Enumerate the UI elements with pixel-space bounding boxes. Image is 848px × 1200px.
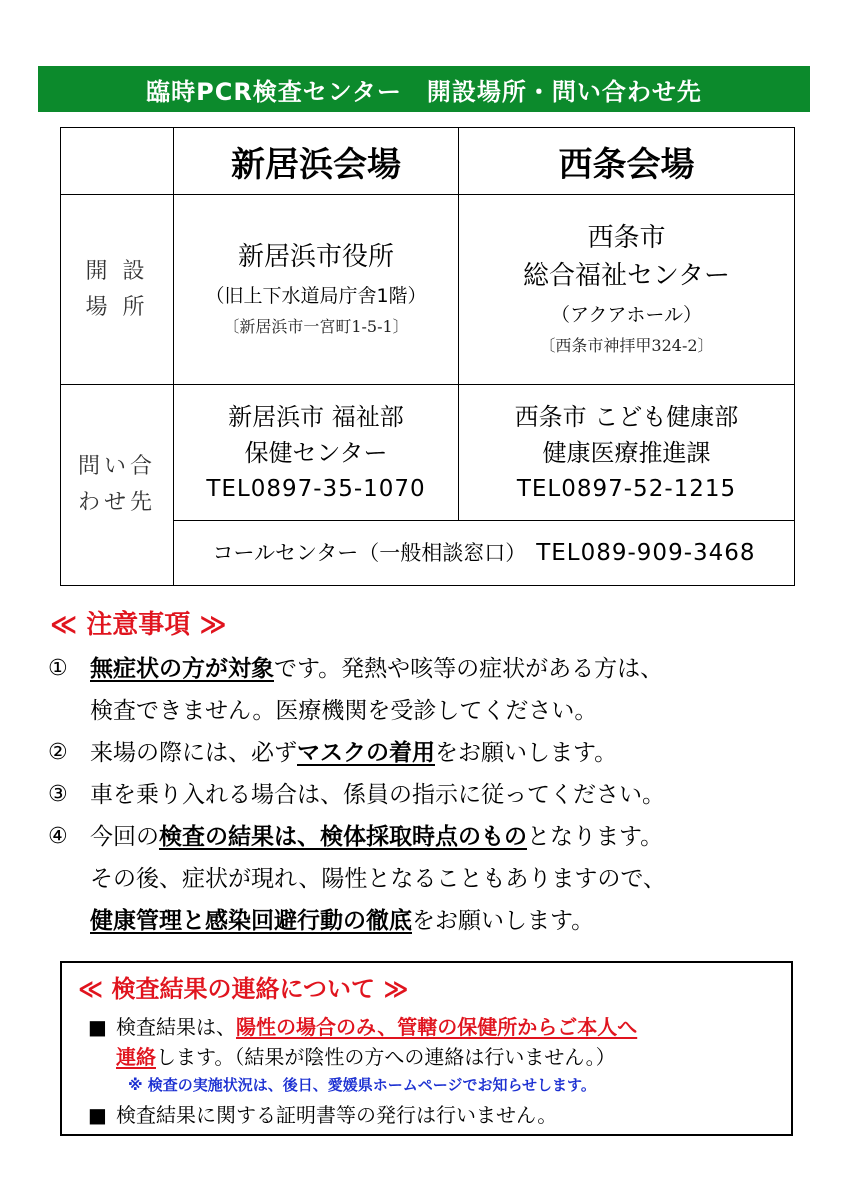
- call-center-tel: TEL089-909-3468: [536, 540, 756, 566]
- saijo-contact-cell: [459, 385, 795, 521]
- note-text: [90, 648, 663, 732]
- notes-list: [48, 648, 808, 942]
- note-text-part: をお願いします。: [435, 740, 618, 766]
- contact-row-label: [61, 385, 174, 586]
- call-center-label: コールセンター（一般相談窓口）: [212, 541, 527, 565]
- square-bullet-icon: ■: [88, 1015, 107, 1039]
- note-text-part: 来場の際には、必ず: [90, 740, 297, 766]
- note-number: ③: [48, 782, 68, 807]
- note-text: 車を乗り入れる場合は、係員の指示に従ってください。: [90, 782, 665, 808]
- niihama-contact-office: 保健センター: [244, 438, 388, 467]
- result-text-part: します。（結果が陰性の方への連絡は行いません。）: [156, 1045, 616, 1069]
- note-emphasis: 健康管理と感染回避行動の徹底: [90, 908, 412, 934]
- notes-title: ≪ 注意事項 ≫: [50, 610, 227, 640]
- note-item-4: [48, 816, 808, 942]
- note-text-part: その後、症状が現れ、陽性となることもありますので、: [90, 866, 666, 892]
- note-text-part: 今回の: [90, 824, 159, 850]
- result-red-emphasis: 連絡: [116, 1045, 156, 1069]
- note-number: ①: [48, 656, 68, 681]
- note-number: ②: [48, 740, 68, 765]
- niihama-place-cell: [174, 195, 459, 385]
- result-contact-box: [60, 961, 793, 1136]
- saijo-place-name-2: 総合福祉センター: [523, 260, 730, 291]
- note-item-2: [48, 732, 808, 774]
- table-corner: [61, 128, 174, 195]
- saijo-place-name-1: 西条市: [587, 222, 666, 253]
- result-item-2: [88, 1100, 557, 1130]
- note-emphasis: マスクの着用: [297, 740, 435, 766]
- niihama-contact-dept: 新居浜市 福祉部: [228, 402, 404, 431]
- place-label-line1: 開 設: [85, 258, 149, 284]
- niihama-header: 新居浜会場: [174, 128, 459, 195]
- note-text-part: となります。: [527, 824, 664, 850]
- result-text-part: 検査結果は、: [116, 1015, 236, 1039]
- result-item-1: [88, 1012, 637, 1072]
- result-notice: ※ 検査の実施状況は、後日、愛媛県ホームページでお知らせします。: [128, 1076, 596, 1094]
- contact-label-line2: わせ先: [77, 490, 156, 515]
- note-text: [90, 816, 666, 942]
- square-bullet-icon: ■: [88, 1103, 107, 1127]
- saijo-contact-office: 健康医療推進課: [542, 438, 711, 467]
- contact-label-line1: 問い合: [77, 454, 156, 479]
- niihama-tel: TEL0897-35-1070: [206, 475, 426, 502]
- niihama-place-name: 新居浜市役所: [237, 241, 394, 272]
- place-row-label: [61, 195, 174, 385]
- saijo-place-sub: （アクアホール）: [550, 303, 703, 326]
- note-emphasis: 無症状の方が対象: [90, 656, 274, 682]
- note-text-part: 検査できません。医療機関を受診してください。: [90, 698, 598, 724]
- saijo-tel: TEL0897-52-1215: [516, 475, 737, 502]
- result-red-emphasis: 陽性の場合のみ、管轄の保健所からご本人へ: [236, 1015, 638, 1039]
- niihama-contact-cell: [174, 385, 459, 521]
- place-label-line2: 場 所: [85, 294, 149, 320]
- note-item-1: [48, 648, 808, 732]
- saijo-place-cell: [459, 195, 795, 385]
- saijo-contact-dept: 西条市 こども健康部: [514, 402, 739, 431]
- result-box-title: ≪ 検査結果の連絡について ≫: [78, 975, 409, 1003]
- note-text-part: です。発熱や咳等の症状がある方は、: [274, 656, 664, 682]
- niihama-place-sub: （旧上下水道局庁舎1階）: [205, 284, 427, 307]
- saijo-place-address: 〔西条市神拝甲324-2〕: [539, 335, 714, 355]
- venue-table: [60, 127, 795, 586]
- saijo-header: 西条会場: [459, 128, 795, 195]
- note-text-part: をお願いします。: [412, 908, 595, 934]
- note-emphasis: 検査の結果は、検体採取時点のもの: [159, 824, 527, 850]
- note-text: [90, 732, 617, 774]
- niihama-place-address: 〔新居浜市一宮町1-5-1〕: [223, 316, 409, 336]
- result-text-part: 検査結果に関する証明書等の発行は行いません。: [116, 1103, 558, 1127]
- note-number: ④: [48, 824, 68, 849]
- call-center-cell: [174, 521, 795, 586]
- note-item-3: [48, 774, 808, 816]
- page-title-banner: 臨時PCR検査センター 開設場所・問い合わせ先: [38, 66, 810, 112]
